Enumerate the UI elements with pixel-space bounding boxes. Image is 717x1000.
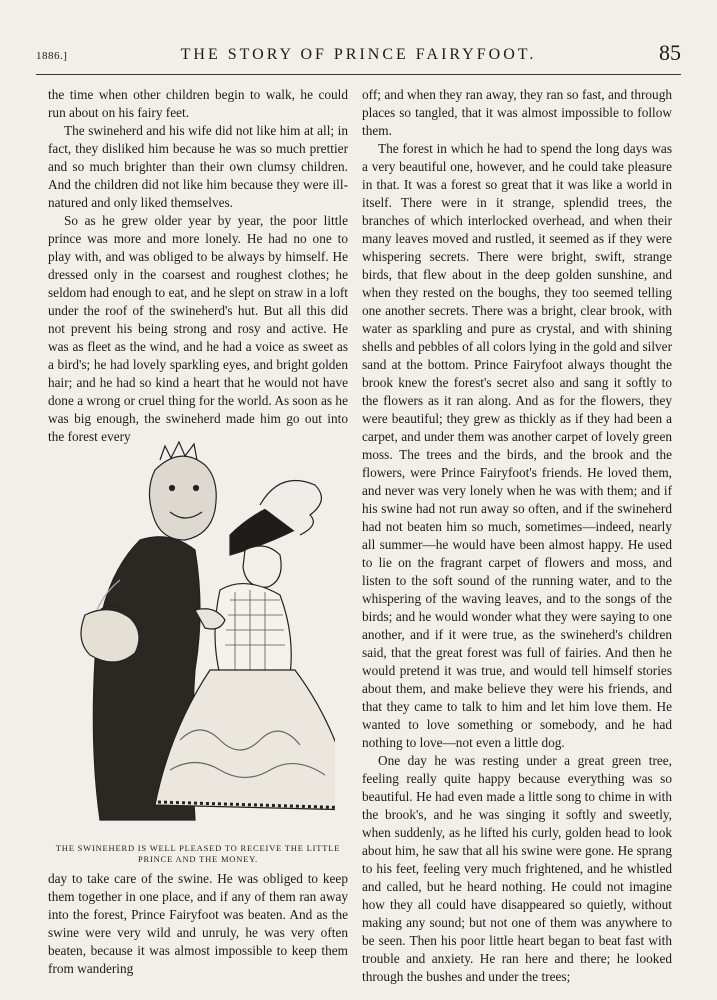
left-column-bottom — [48, 870, 348, 978]
paragraph: the time when other children begin to walk, he could run about on his fairy feet. — [48, 87, 348, 120]
paragraph: day to take care of the swine. He was obliged to keep them together in one place, and if any of them ran away into the forest, Prince Fairyfoot was beaten. And as the swine were very wild and unruly, he was very often beaten, because it was almost impossible to keep them from wandering — [48, 871, 348, 976]
left-column-top — [48, 86, 348, 446]
header-rule — [36, 74, 681, 75]
illustration-caption: THE SWINEHERD IS WELL PLEASED TO RECEIVE THE LITTLE PRINCE AND THE MONEY. — [55, 843, 341, 864]
header-title: THE STORY OF PRINCE FAIRYFOOT. — [180, 46, 537, 63]
running-header — [36, 40, 681, 72]
right-column — [362, 86, 672, 986]
paragraph: The swineherd and his wife did not like him at all; in fact, they disliked him because he was so much prettier and so much brighter than their own clumsy children. And the children did not like him because they were ill-natured and only liked themselves. — [48, 123, 348, 210]
paragraph: One day he was resting under a great green tree, feeling really quite happy because everything was so beautiful. He had even made a little song to chime in with the brook's, and he was singing it softly and sweetly, when suddenly, as he lifted his curly, golden head to look about him, he saw that all his swine were gone. He sprang to his feet, feeling very much frightened, and he whistled and called, but he heard nothing. He could not imagine how they all could have disappeared so quietly, without making any sound; but not one of them was anywhere to be seen. Then his poor little heart began to beat fast with trouble and anxiety. He ran here and there; he looked through the bushes and under the trees; — [362, 753, 672, 984]
header-year: 1886.] — [36, 50, 68, 62]
swineherd-illustration — [60, 440, 335, 832]
page-number: 85 — [659, 40, 681, 65]
paragraph: So as he grew older year by year, the poor little prince was more and more lonely. He had no one to play with, and was obliged to be always by himself. He dressed only in the coarsest and roughest clothes; he seldom had enough to eat, and he slept on straw in a loft under the roof of the swineherd's hut. But all this did not prevent his being strong and rosy and active. He was as fleet as the wind, and he had a voice as sweet as a bird's; he had lovely sparkling eyes, and bright golden hair; and he had so kind a heart that he would not have done a wrong or cruel thing for the world. As soon as he was big enough, the swineherd made him go out into the forest every — [48, 213, 348, 444]
paragraph: The forest in which he had to spend the long days was a very beautiful one, however, and he could take pleasure in that. It was a forest so great that it was like a world in itself. There were in it strange, splendid trees, the branches of which interlocked overhead, and when their many leaves moved and rustled, it seemed as if they were whispering secrets. There were bright, swift, strange birds, that flew about in the deep golden sunshine, and when they rested on the boughs, they too seemed telling one another secrets. There was a bright, clear brook, with water as sparkling and pure as crystal, and with shining shells and pebbles of all colors lying in the gold and silver sand at the bottom. Prince Fairyfoot always thought the brook knew the forest's secret also and sang it softly to the flowers as it ran along. And as for the flowers, they were beautiful; they grew as thickly as if they had been a carpet, and under them was another carpet of lovely green moss. The trees and the birds, and the brook and the flowers, were Prince Fairyfoot's friends. He loved them, and never was very lonely when he was with them; and if his swine had not run away so often, and if the swineherd had not beaten him so much, sometimes—indeed, nearly all summer—he would have been almost happy. He used to lie on the fragrant carpet of flowers and moss, and listen to the soft sound of the running water, and to the whispering of the waving leaves, and to the songs of the birds; and he would wonder what they were saying to one another, and if it were true, as the swineherd's children said, that the great forest was full of fairies. And then he would pretend it was true, and would tell himself stories about them, and make believe they were his friends, and that they came to talk to him and let him love them. He wanted to love something or somebody, and he had nothing to love—not even a little dog. — [362, 141, 672, 750]
paragraph: off; and when they ran away, they ran so fast, and through places so tangled, that it was almost impossible to follow them. — [362, 87, 672, 138]
